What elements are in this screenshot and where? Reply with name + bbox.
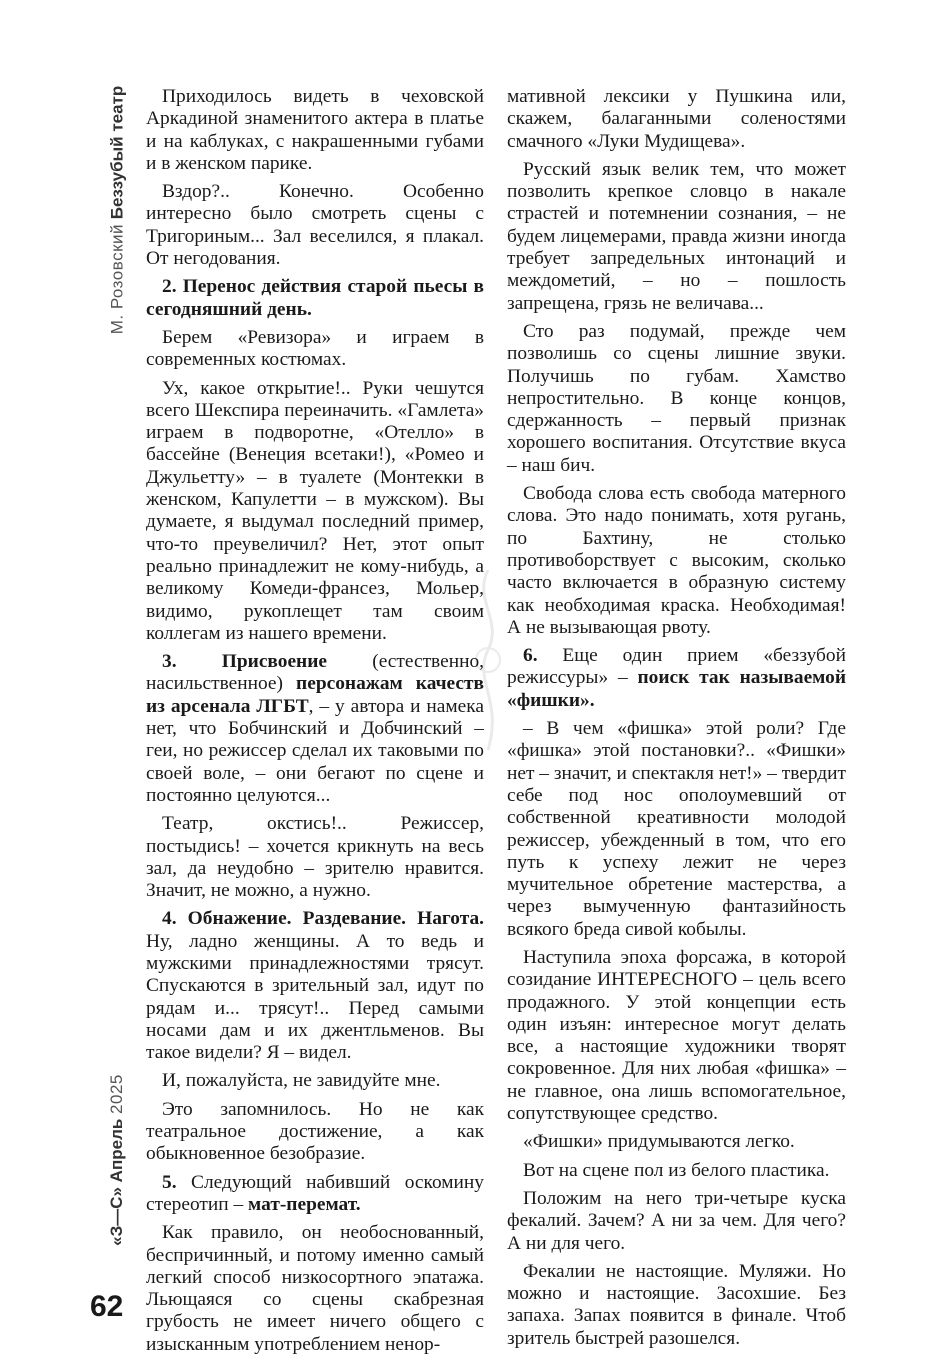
bold-text: 4. Обнажение. Раздевание. Нагота. bbox=[162, 908, 484, 930]
bold-text: мат-перемат. bbox=[248, 1193, 361, 1215]
paragraph bbox=[146, 1222, 484, 1356]
text: Вздор?.. Конечно. Особенно интересно было смотреть сцены с Тригориным... Зал веселился, я плакал. От негодования. bbox=[146, 181, 484, 270]
paragraph bbox=[146, 1172, 484, 1217]
paragraph bbox=[507, 159, 846, 315]
text: Вот на сцене пол из белого пластика. bbox=[523, 1159, 830, 1181]
running-header bbox=[104, 60, 130, 360]
paragraph bbox=[507, 947, 846, 1125]
footer-month: Апрель bbox=[107, 1118, 126, 1183]
running-footer bbox=[104, 1040, 130, 1280]
paragraph bbox=[507, 645, 846, 712]
paragraph bbox=[146, 813, 484, 902]
paragraph bbox=[507, 483, 846, 639]
bold-text: 2. Перенос действия старой пьесы в сегодняшний день. bbox=[146, 276, 484, 320]
text: , – у автора и намека нет, что Бобчинский и Добчинский – геи, но режиссер сделал их таковыми по своей воле, – они бегают по сцене и постоянно целуются... bbox=[146, 695, 485, 806]
paragraph bbox=[146, 86, 484, 175]
text: Ух, какое открытие!.. Руки чешутся всего Шекспира переиначить. «Гамлета» играем в подворотне, «Отелло» в бассейне (Венеция всетаки!), «Ромео и Джульетту» – в туалете (Монтекки в женском, Капулетти – в мужском). Вы думаете, я выдумал последний пример, что-то преувеличил? Нет, этот опыт реально принадлежит не кому-нибудь, а великому Комеди-франсез, Мольер, видимо, рукоплещет там своим коллегам из нашего времени. bbox=[146, 377, 484, 644]
paragraph bbox=[507, 1160, 846, 1182]
text: Следующий набивший оскомину стереотип – bbox=[146, 1171, 484, 1215]
paragraph bbox=[146, 651, 484, 807]
text: Фекалии не настоящие. Муляжи. Но можно и настоящие. Засохшие. Без запаха. Запах появится в финале. Чтоб зритель быстрей разошелся. bbox=[507, 1260, 846, 1349]
paragraph bbox=[146, 1099, 484, 1166]
text: Приходилось видеть в чеховской Аркадиной знаменитого актера в платье и на каблуках, с накрашенными губами и в женском парике. bbox=[146, 86, 484, 174]
bold-text: персонажам качеств из арсенала ЛГБТ bbox=[146, 673, 484, 717]
text: Положим на него три-четыре куска фекалий. Зачем? А ни за чем. Для чего? А ни для чего. bbox=[507, 1187, 846, 1254]
text: И, пожалуйста, не завидуйте мне. bbox=[162, 1070, 441, 1092]
text: Сто раз подумай, прежде чем позволишь со сцены лишние звуки. Получишь по губам. Хамство непростительно. В конце концов, сдержанность – первый признак хорошего воспитания. Отсутствие вкуса – наш бич. bbox=[507, 320, 846, 476]
text: Русский язык велик тем, что может позволить крепкое словцо в накале страстей и потемнении сознания, – не будем лицемерами, правда жизни иногда требует запредельных интонаций и междометий, – но – пошлость запрещена, грязь не величава... bbox=[507, 158, 846, 314]
text: Свобода слова есть свобода матерного слова. Это надо понимать, хотя ругань, по Бахтину, не столько противоборствует с высоким, сколько часто включается в образную систему как необходимая краска. Необходимая! А не вызывающая рвоту. bbox=[507, 483, 846, 638]
text: – В чем «фишка» этой роли? Где «фишка» этой постановки?.. «Фишки» нет – значит, и спектакля нет!» – твердит себе под нос ополоумевший от собственной креативности молодой режиссер, убежденный в том, что его путь к успеху лежит не через мучительное обретение мастерства, а через вымученную фантазийность всякого бреда сивой кобылы. bbox=[507, 718, 846, 940]
text: Берем «Ревизора» и играем в современных костюмах. bbox=[146, 326, 484, 371]
bold-text: 3. Присвоение bbox=[162, 651, 328, 673]
paragraph bbox=[507, 1261, 846, 1350]
text: Ну, ладно женщины. А то ведь и мужскими принадлежностями трясут. Спускаются в зрительный зал, идут по рядам и... трясут!.. Перед самыми носами дам и их джентльменов. Вы такое видели? Я – видел. bbox=[146, 930, 484, 1064]
text: Театр, окстись!.. Режиссер, постыдись! – хочется крикнуть на весь зал, да неудобно – зрителю нравится. Значит, не можно, а нужно. bbox=[146, 813, 484, 902]
paragraph bbox=[146, 378, 484, 646]
text: Еще один прием «беззубой режиссуры» – bbox=[507, 645, 846, 689]
bold-text: 6. bbox=[523, 645, 538, 667]
paragraph bbox=[146, 1070, 484, 1092]
paragraph bbox=[146, 276, 484, 321]
footer-magazine: «З—С» bbox=[107, 1187, 126, 1246]
paragraph bbox=[146, 181, 484, 270]
header-author: М. Розовский bbox=[107, 223, 126, 335]
page-number: 62 bbox=[90, 1290, 124, 1323]
text: «Фишки» придумываются легко. bbox=[523, 1131, 795, 1153]
footer-year: 2025 bbox=[107, 1074, 126, 1114]
text: Как правило, он необоснованный, беспричинный, и потому именно самый легкий способ низкосортного эпатажа. Льющаяся со сцены скабрезная грубость не имеет ничего общего с изысканным употреблением ненор- bbox=[146, 1222, 484, 1355]
header-section: Беззубый театр bbox=[107, 85, 126, 220]
text: (естественно, насильственное) bbox=[146, 651, 484, 695]
paragraph bbox=[507, 718, 846, 941]
paragraph bbox=[507, 1188, 846, 1255]
paragraph bbox=[146, 327, 484, 372]
paragraph bbox=[507, 321, 846, 477]
text: Наступила эпоха форсажа, в которой созидание ИНТЕРЕСНОГО – цель всего продажного. У этой концепции есть один изъян: интересное могут делать все, а настоящие художники творят сокровенное. Для них любая «фишка» – не главное, она лишь вспомогательное, сопутствующее средство. bbox=[507, 946, 846, 1125]
paragraph bbox=[507, 1131, 846, 1153]
paragraph bbox=[146, 908, 484, 1064]
left-column bbox=[146, 86, 484, 1362]
right-column bbox=[507, 86, 846, 1356]
text: Это запомнилось. Но не как театральное достижение, а как обыкновенное безобразие. bbox=[146, 1098, 484, 1165]
paragraph bbox=[507, 86, 846, 153]
bold-text: поиск так называемой «фишки». bbox=[507, 667, 846, 711]
bold-text: 5. bbox=[162, 1171, 177, 1193]
text: мативной лексики у Пушкина или, скажем, балаганными соленостями смачного «Луки Мудищева». bbox=[507, 86, 846, 152]
